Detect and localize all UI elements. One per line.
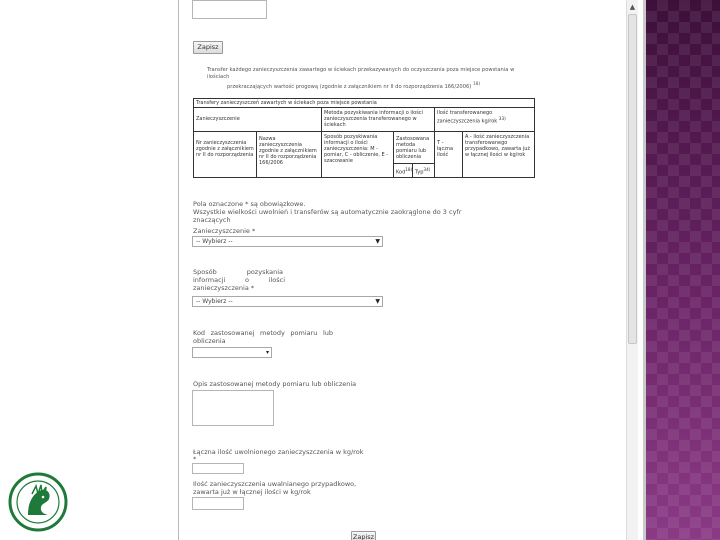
sub-method-used: Zastosowana metoda pomiaru lub obliczenia	[396, 136, 430, 160]
total-label: Łączna ilość uwolnionego zanieczyszczenia w kg/rok	[193, 448, 364, 456]
sub-kod-label: Kod	[396, 169, 406, 176]
transfer-heading-footnote: 18)	[472, 82, 481, 87]
col-amount	[435, 109, 534, 126]
sub-pollutant-number: Nr zanieczyszczenia zgodnie z załącznikiem nr II do rozporządzenia	[196, 140, 254, 158]
total-label-star: *	[193, 455, 197, 463]
vertical-scrollbar[interactable]	[626, 0, 638, 540]
method-label-word: ilości	[268, 276, 285, 284]
required-note: Pola oznaczone * są obowiązkowe.	[193, 200, 306, 208]
precision-note: Wszystkie wielkości uwolnień i transferów są automatycznie zaokrąglone do 3 cyfr znaczących	[193, 208, 462, 224]
pollutant-select-value: -- Wybierz --	[196, 238, 233, 245]
save-button-bottom[interactable]: Zapisz	[351, 531, 376, 540]
pollutant-select[interactable]	[192, 236, 383, 247]
chevron-down-icon: ▼	[375, 298, 380, 305]
description-label: Opis zastosowanej metody pomiaru lub obliczenia	[193, 380, 357, 388]
code-select[interactable]	[192, 347, 272, 358]
sub-kod	[394, 166, 412, 177]
col-amount-footnote: 33)	[498, 116, 506, 121]
method-label-word: pozyskania	[246, 268, 283, 276]
code-label-word: metody	[260, 329, 285, 337]
col-amount-label: Ilość transferowanego zanieczyszczenia kg/rok	[437, 110, 498, 125]
save-button-top[interactable]: Zapisz	[193, 41, 223, 54]
transfer-heading-line2: przekraczających wartość progową (zgodnie z załącznikiem nr II do rozporządzenia 166/2006)	[227, 83, 472, 90]
transfer-heading	[207, 67, 537, 91]
sub-method-type: Sposób pozyskiwania informacji o ilości zanieczyszczenia: M - pomiar, C - obliczenie, E - szacowanie	[324, 134, 389, 164]
chevron-down-icon: ▼	[375, 238, 380, 245]
col-pollutant: Zanieczyszczenie	[196, 116, 240, 122]
institution-logo-icon	[8, 472, 68, 532]
band-edge	[643, 0, 646, 540]
method-label	[193, 268, 285, 292]
accidental-input[interactable]	[192, 497, 244, 510]
scroll-up-arrow-icon[interactable]: ▲	[629, 3, 636, 11]
sub-typ-label: Typ	[415, 169, 424, 176]
method-select-value: -- Wybierz --	[196, 298, 233, 305]
code-label-word: pomiaru	[290, 329, 318, 337]
method-label-line3: zanieczyszczenia *	[193, 284, 255, 292]
sub-accidental: A - ilość zanieczyszczenia transferowanego przypadkowo, zawarta już w łącznej ilości w kg/rok	[465, 134, 531, 158]
method-label-word: informacji	[193, 276, 226, 284]
table-divider	[393, 163, 434, 164]
sub-kod-footnote: 18)	[405, 167, 413, 172]
chevron-down-icon: ▾	[265, 349, 269, 356]
accidental-label-line1: Ilość zanieczyszczenia uwalnianego przypadkowo,	[193, 480, 357, 488]
table-title: Transfery zanieczyszczeń zawartych w ściekach poza miejsce powstania	[194, 99, 534, 108]
previous-input-field[interactable]	[192, 0, 267, 19]
sub-pollutant-name: Nazwa zanieczyszczenia zgodnie z załącznikiem nr II do rozporządzenia 166/2006	[259, 136, 317, 166]
decorative-side-band	[646, 0, 720, 540]
code-label	[193, 329, 333, 345]
description-textarea[interactable]	[192, 390, 274, 426]
code-label-word: Kod	[193, 329, 206, 337]
code-label-line2: obliczenia	[193, 337, 226, 345]
transfer-table	[193, 98, 535, 178]
table-divider	[194, 131, 534, 132]
method-label-word: Sposób	[193, 268, 217, 276]
total-input[interactable]	[192, 463, 244, 474]
code-label-word: lub	[322, 329, 333, 337]
sub-typ	[413, 166, 434, 177]
pollutant-label: Zanieczyszczenie *	[193, 227, 256, 235]
transfer-heading-line1: Transfer każdego zanieczyszczenia zawartego w ściekach przekazywanych do oczyszczania poza miejsce powstania w ilościach	[207, 67, 515, 80]
sub-typ-footnote: 34)	[423, 167, 431, 172]
scroll-thumb[interactable]	[628, 14, 637, 344]
col-method: Metoda pozyskiwania informacji o ilości zanieczyszczenia transferowanego w ściekach	[324, 110, 423, 128]
method-label-word: o	[244, 276, 249, 284]
sub-total: T - łączna ilość	[437, 140, 454, 158]
accidental-label-line2: zawarta już w łącznej ilości w kg/rok	[193, 488, 311, 496]
code-label-word: zastosowanej	[210, 329, 255, 337]
method-select[interactable]	[192, 296, 383, 307]
